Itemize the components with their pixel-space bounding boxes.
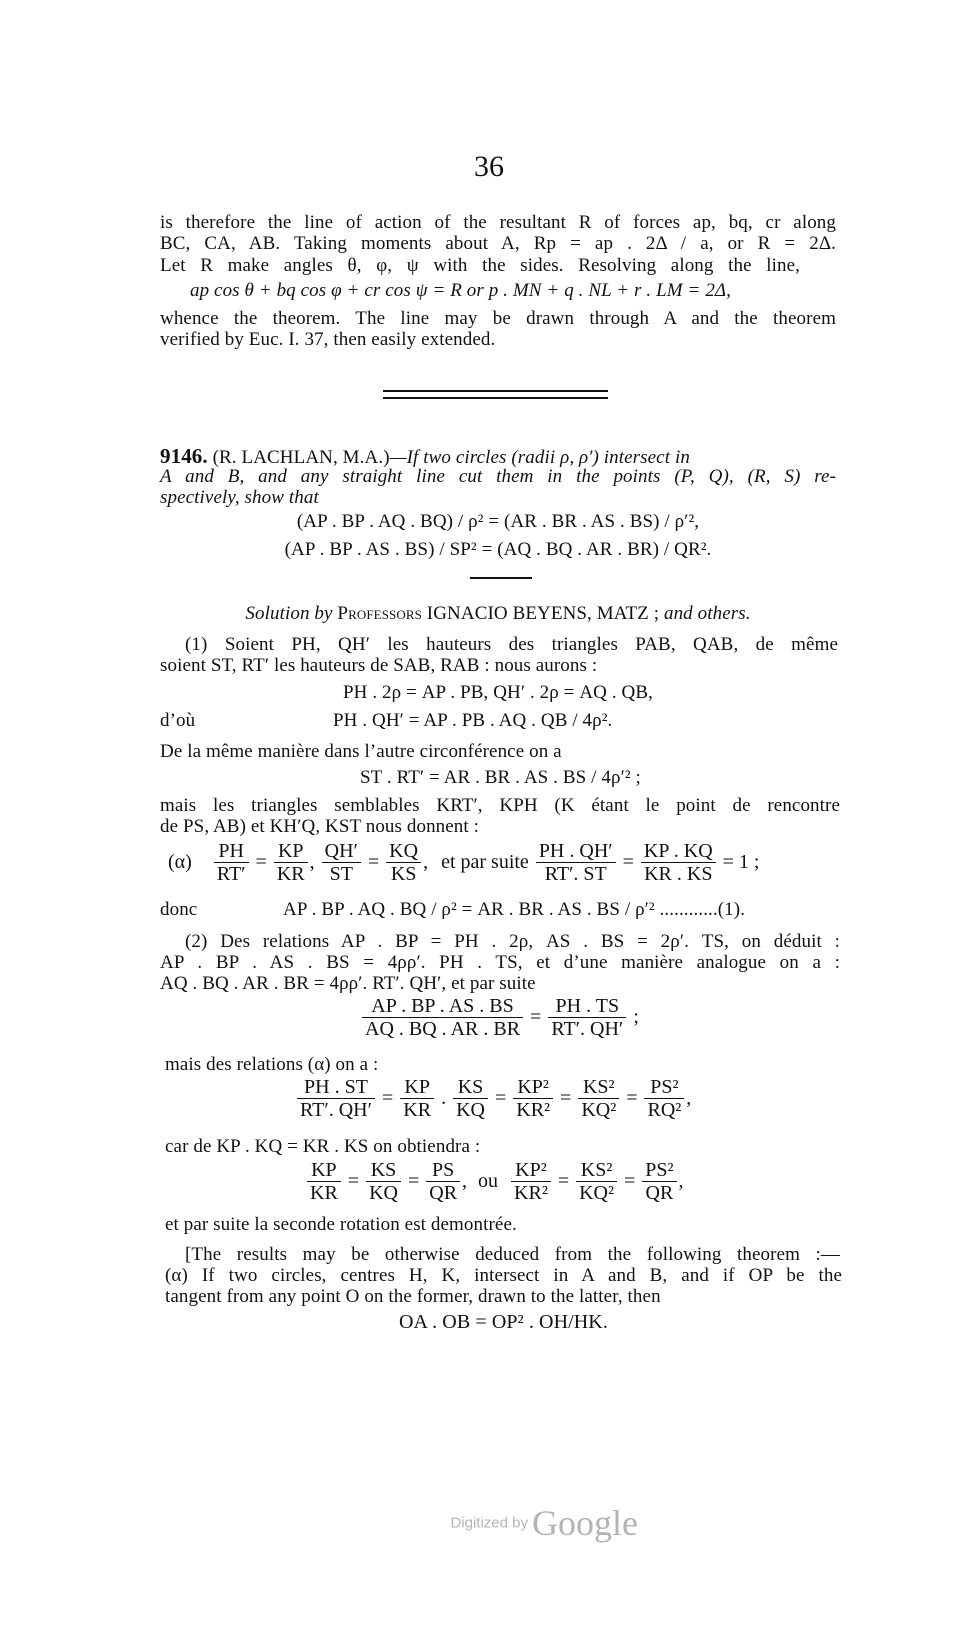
fraction: $\frac{\text{KP²}}{\text{KR²}}$	[513, 1076, 553, 1121]
fraction-equation: $\frac{AP . BP . AS . BS}{AQ . BQ . AR . BR}$ = $\frac{PH . TS}{RT'. QH'}$ ;	[360, 995, 639, 1040]
text-line: AQ . BQ . AR . BR = 4ρρ′. RT′. QH′, et par suite	[160, 973, 536, 994]
label-donc: donc	[160, 899, 198, 920]
text-line: is therefore the line of action of the resultant R of forces ap, bq, cr along	[160, 212, 836, 233]
equation-1: AP . BP . AQ . BQ / ρ² = AR . BR . AS . BS / ρ′² ............(1).	[283, 899, 746, 920]
fraction: $\frac{PH . QH'}{RT'. ST}$	[536, 840, 616, 885]
fraction: $\frac{KP}{KR}$	[274, 840, 308, 885]
question-equation-1: (AP . BP . AQ . BQ) / ρ² = (AR . BR . AS . BS) / ρ′²,	[296, 511, 700, 532]
solution-heading	[160, 603, 836, 625]
fraction: $\frac{KS}{KQ}$	[366, 1159, 401, 1204]
equation: ST . RT′ = AR . BR . AS . BS / 4ρ′² ;	[360, 767, 641, 788]
fraction: $\frac{KP . KQ}{KR . KS}$	[641, 840, 716, 885]
text-line: mais des relations (α) on a :	[165, 1054, 379, 1075]
label-alpha: (α)	[168, 851, 192, 873]
fraction-equation-alpha: (α) $\frac{PH}{RT'}$ = $\frac{KP}{KR}$ , $\frac{QH'}{ST}$ = $\frac{KQ}{KS}$ , et par suite $\frac{PH . QH'}{RT'. ST}$ = $\frac{KP . KQ}{KR . KS}$ = 1 ;	[168, 840, 760, 885]
equation: PH . QH′ = AP . PB . AQ . QB / 4ρ².	[333, 710, 613, 731]
fraction: $\frac{PS}{QR}$	[426, 1159, 460, 1204]
separator-rule	[383, 397, 608, 399]
solution-authors: Professors IGNACIO BEYENS, MATZ ;	[337, 603, 660, 624]
equals-one: = 1 ;	[722, 851, 760, 873]
fraction: $\frac{QH'}{ST}$	[322, 840, 361, 885]
text-line: de PS, AB) et KH′Q, KST nous donnent :	[160, 816, 480, 837]
fraction: $\frac{\text{KP²}}{\text{KR²}}$	[511, 1159, 551, 1204]
text-line: et par suite la seconde rotation est demontrée.	[165, 1214, 517, 1235]
fraction: $\frac{KS}{KQ}$	[453, 1076, 488, 1121]
text-line: Let R make angles θ, φ, ψ with the sides. Resolving along the line,	[160, 255, 800, 276]
text-line: [The results may be otherwise deduced from the following theorem :—	[185, 1244, 840, 1265]
fraction: $\frac{PH . ST}{RT'. QH'}$	[297, 1076, 375, 1121]
question-number: 9146.	[160, 444, 208, 468]
text-line: (2) Des relations AP . BP = PH . 2ρ, AS . BS = 2ρ′. TS, on déduit :	[185, 931, 840, 952]
solution-prefix: Solution by	[245, 603, 333, 624]
text-line: tangent from any point O on the former, drawn to the latter, then	[165, 1286, 661, 1307]
question-text: —If two circles (radii ρ, ρ′) intersect in	[389, 447, 690, 468]
separator-rule	[383, 390, 608, 392]
fraction: $\frac{\text{PS²}}{QR}$	[642, 1159, 676, 1204]
text-line: BC, CA, AB. Taking moments about A, Rp = ap . 2Δ / a, or R = 2Δ.	[160, 233, 836, 254]
google-logo: Google	[532, 1503, 638, 1543]
fraction: $\frac{\text{KS²}}{\text{KQ²}}$	[576, 1159, 617, 1204]
solution-suffix: and others.	[663, 603, 751, 624]
fraction: $\frac{PH . TS}{RT'. QH'}$	[548, 995, 626, 1040]
text-line: spectively, show that	[160, 487, 319, 508]
short-rule	[470, 577, 532, 579]
text-line: mais les triangles semblables KRT′, KPH (K étant le point de rencontre	[160, 795, 840, 816]
digitized-watermark	[450, 1502, 638, 1544]
note-equation: OA . OB = OP² . OH/HK.	[399, 1311, 608, 1333]
fraction: $\frac{\text{PS²}}{\text{RQ²}}$	[644, 1076, 684, 1121]
fraction: $\frac{AP . BP . AS . BS}{AQ . BQ . AR . BR}$	[362, 995, 523, 1040]
text-line: verified by Euc. I. 37, then easily extended.	[160, 329, 496, 350]
fraction: $\frac{PH}{RT'}$	[214, 840, 249, 885]
text-line: (1) Soient PH, QH′ les hauteurs des triangles PAB, QAB, de même	[185, 634, 838, 655]
text-line: De la même manière dans l’autre circonférence on a	[160, 741, 562, 762]
equation: PH . 2ρ = AP . PB, QH′ . 2ρ = AQ . QB,	[343, 682, 653, 703]
text-line: car de KP . KQ = KR . KS on obtiendra :	[165, 1136, 481, 1157]
text-line: whence the theorem. The line may be drawn through A and the theorem	[160, 308, 836, 329]
question-author: (R. LACHLAN, M.A.)	[212, 447, 390, 468]
fraction: $\frac{\text{KS²}}{\text{KQ²}}$	[578, 1076, 619, 1121]
text-et-par-suite: et par suite	[441, 851, 529, 873]
fraction: $\frac{KP}{KR}$	[400, 1076, 434, 1121]
text-line: soient ST, RT′ les hauteurs de SAB, RAB : nous aurons :	[160, 655, 598, 676]
fraction: $\frac{KQ}{KS}$	[386, 840, 421, 885]
digitized-by-text: Digitized by	[450, 1514, 529, 1532]
text-line: (α) If two circles, centres H, K, intersect in A and B, and if OP be the	[165, 1265, 842, 1286]
fraction-equation: $\frac{KP}{KR}$ = $\frac{KS}{KQ}$ = $\frac{PS}{QR}$ , ou $\frac{\text{KP²}}{\text{KR²}}$ = $\frac{\text{KS²}}{\text{KQ²}}$ = $\frac{\text{PS²}}{QR}$ ,	[305, 1159, 684, 1204]
label-ou: ou	[478, 1170, 499, 1192]
label-dou: d’où	[160, 710, 196, 731]
fraction: $\frac{KP}{KR}$	[307, 1159, 341, 1204]
text-equation: ap cos θ + bq cos φ + cr cos ψ = R or p . MN + q . NL + r . LM = 2Δ,	[190, 280, 732, 301]
fraction-equation: $\frac{PH . ST}{RT'. QH'}$ = $\frac{KP}{KR}$ . $\frac{KS}{KQ}$ = $\frac{\text{KP²}}{\text{KR²}}$ = $\frac{\text{KS²}}{\text{KQ²}}$ = $\frac{\text{PS²}}{\text{RQ²}}$ ,	[295, 1076, 691, 1121]
text-line: A and B, and any straight line cut them in the points (P, Q), (R, S) re-	[160, 466, 836, 487]
text-line: AP . BP . AS . BS = 4ρρ′. PH . TS, et d’une manière analogue on a :	[160, 952, 840, 973]
page-number: 36	[474, 150, 504, 183]
question-equation-2: (AP . BP . AS . BS) / SP² = (AQ . BQ . AR . BR) / QR².	[284, 539, 712, 560]
